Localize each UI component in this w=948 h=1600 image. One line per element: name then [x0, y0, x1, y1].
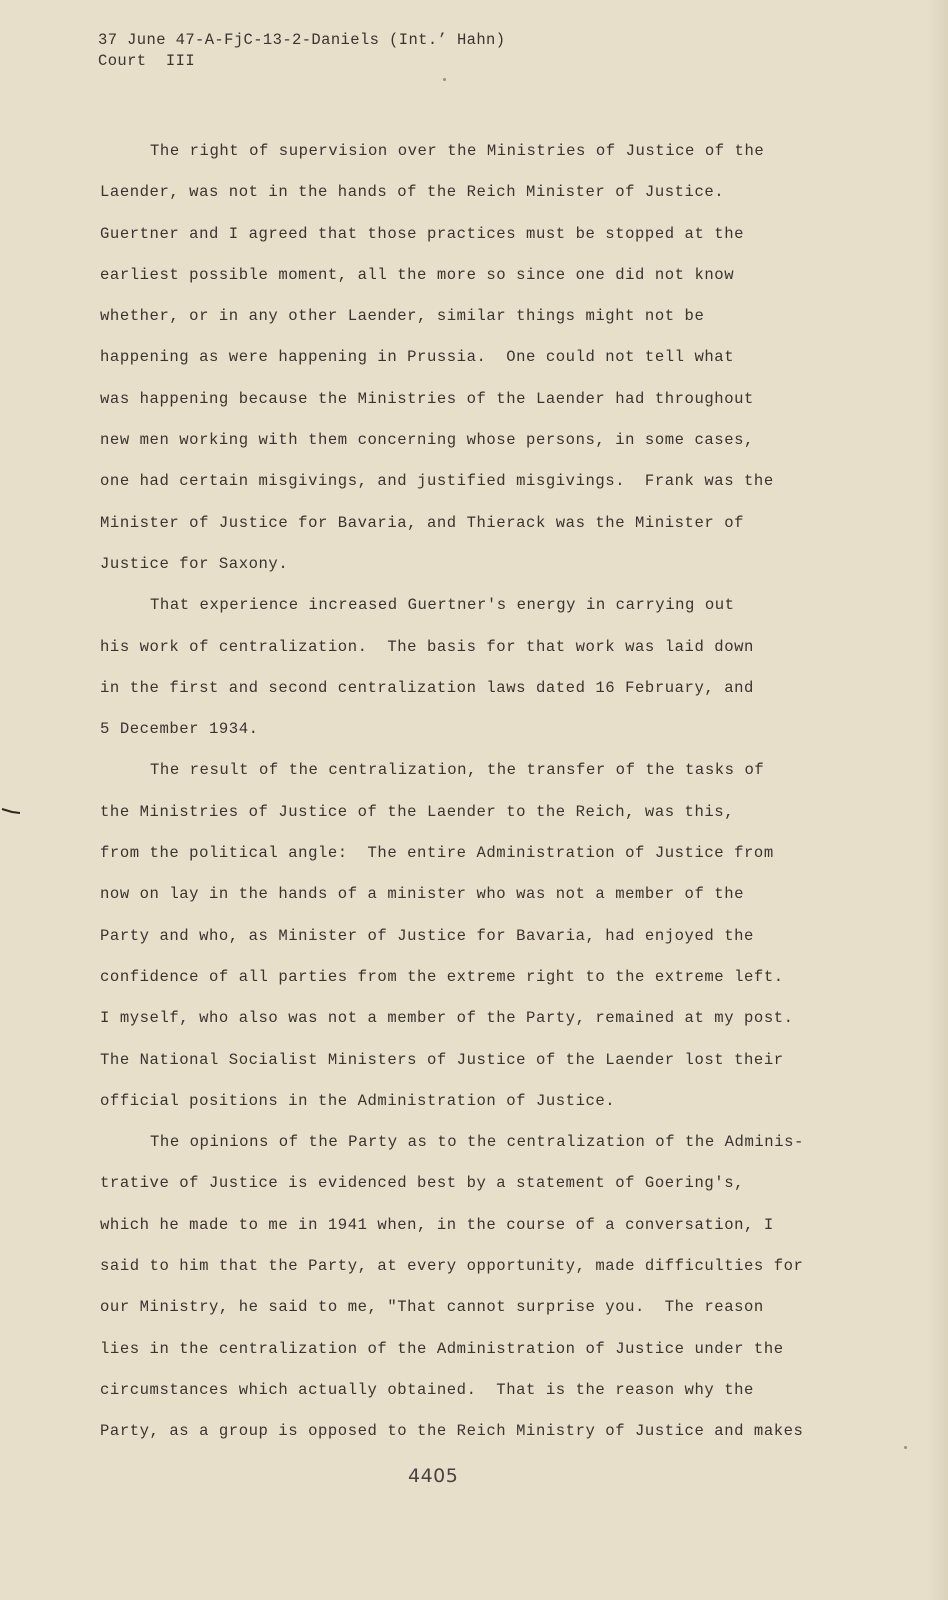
text-line: 5 December 1934.	[100, 720, 259, 739]
text-line: our Ministry, he said to me, "That cannot surprise you. The reason	[100, 1298, 764, 1317]
text-line: new men working with them concerning whose persons, in some cases,	[100, 431, 754, 450]
text-line: Party, as a group is opposed to the Reich Ministry of Justice and makes	[100, 1422, 804, 1441]
text-line: I myself, who also was not a member of the Party, remained at my post.	[100, 1009, 794, 1028]
text-line: The opinions of the Party as to the centralization of the Adminis-	[150, 1133, 804, 1152]
text-line: confidence of all parties from the extreme right to the extreme left.	[100, 967, 784, 986]
text-line: circumstances which actually obtained. That is the reason why the	[100, 1380, 754, 1399]
text-line: lies in the centralization of the Administration of Justice under the	[100, 1339, 784, 1358]
page-number: 4405	[408, 1465, 459, 1487]
paper-speck	[443, 78, 446, 81]
paper-speck	[904, 1446, 907, 1449]
text-line: That experience increased Guertner's energy in carrying out	[150, 596, 735, 615]
margin-tick-mark	[0, 808, 20, 816]
text-line: official positions in the Administration of Justice.	[100, 1091, 616, 1110]
transcript-body	[100, 131, 840, 1453]
text-line: Party and who, as Minister of Justice for Bavaria, had enjoyed the	[100, 926, 754, 945]
text-line: trative of Justice is evidenced best by a statement of Goering's,	[100, 1174, 745, 1193]
text-line: The National Socialist Ministers of Justice of the Laender lost their	[100, 1050, 784, 1069]
text-line: Guertner and I agreed that those practices must be stopped at the	[100, 224, 745, 243]
text-line: earliest possible moment, all the more so since one did not know	[100, 265, 735, 284]
text-line: The right of supervision over the Ministries of Justice of the	[150, 142, 765, 160]
text-line: Justice for Saxony.	[100, 554, 289, 573]
text-line: from the political angle: The entire Administration of Justice from	[100, 844, 774, 863]
text-line: whether, or in any other Laender, similar things might not be	[100, 307, 705, 326]
text-line: The result of the centralization, the transfer of the tasks of	[150, 761, 765, 780]
text-line: happening as were happening in Prussia. One could not tell what	[100, 348, 735, 367]
text-line: the Ministries of Justice of the Laender to the Reich, was this,	[100, 802, 735, 821]
text-line: one had certain misgivings, and justified misgivings. Frank was the	[100, 472, 774, 491]
text-line: Minister of Justice for Bavaria, and Thierack was the Minister of	[100, 513, 745, 532]
text-line: which he made to me in 1941 when, in the course of a conversation, I	[100, 1215, 774, 1234]
document-header	[98, 30, 505, 72]
header-case-line: 37 June 47-A-FjC-13-2-Daniels (Int.’ Hahn)	[98, 31, 506, 49]
text-line: his work of centralization. The basis for that work was laid down	[100, 637, 754, 656]
text-line: Laender, was not in the hands of the Reich Minister of Justice.	[100, 183, 725, 202]
text-line: said to him that the Party, at every opportunity, made difficulties for	[100, 1257, 804, 1276]
header-court-line: Court III	[98, 52, 196, 70]
text-line: in the first and second centralization laws dated 16 February, and	[100, 678, 754, 697]
text-line: was happening because the Ministries of the Laender had throughout	[100, 389, 754, 408]
text-line: now on lay in the hands of a minister who was not a member of the	[100, 885, 745, 904]
